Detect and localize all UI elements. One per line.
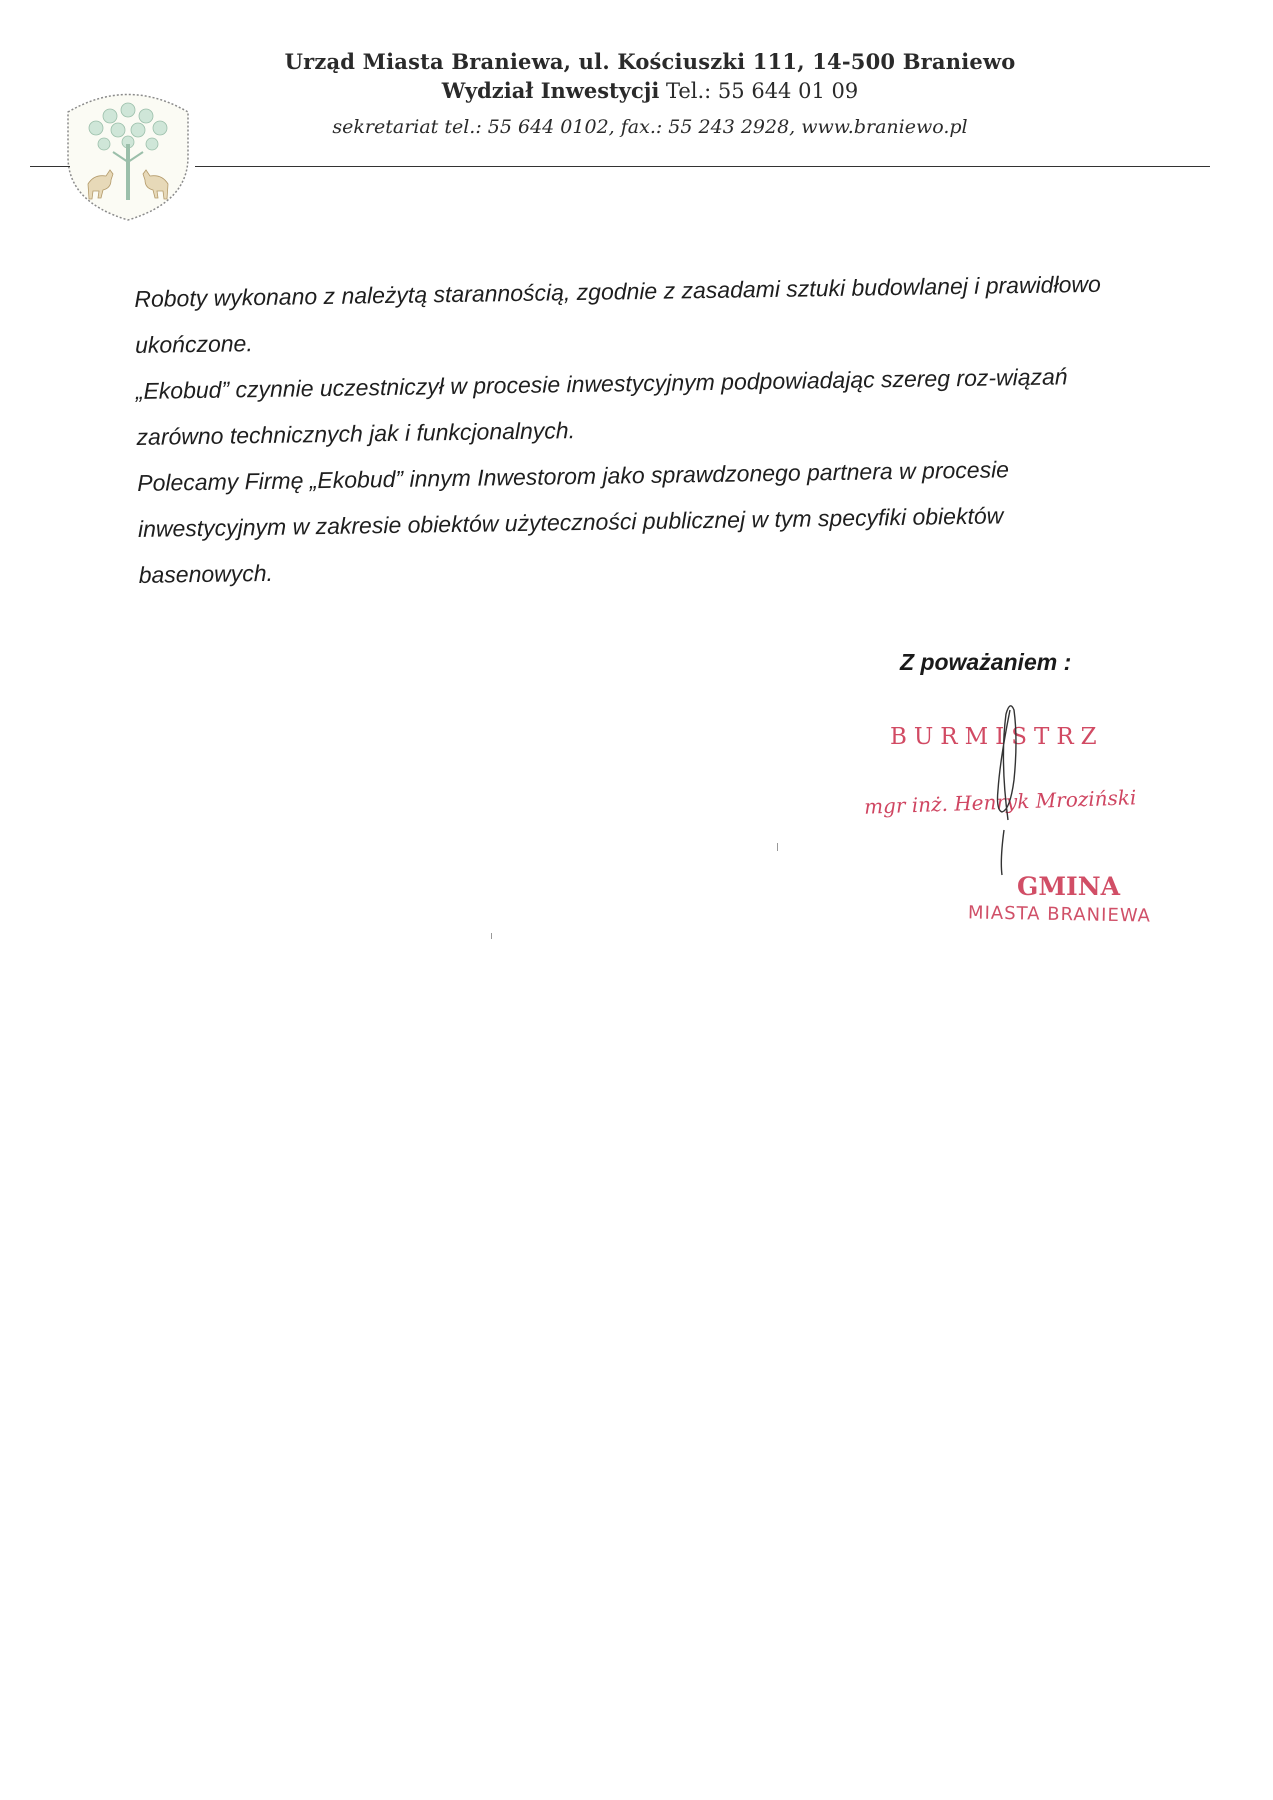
handwritten-signature <box>980 700 1060 880</box>
department-phone: Tel.: 55 644 01 09 <box>659 79 859 103</box>
letterhead-address: Urząd Miasta Braniewa, ul. Kościuszki 111, 14-500 Braniewo <box>284 49 1016 74</box>
scan-speck <box>777 843 778 851</box>
scan-speck <box>491 933 492 939</box>
braniewo-coat-of-arms-icon <box>58 82 198 222</box>
stamp-gmina: GMINA <box>1017 872 1120 901</box>
body-paragraph-2: „Ekobud” czynnie uczestniczył w procesie inwestycyjnym podpowiadając szereg roz-wiązań zarówno technicznych jak i funkcjonalnych. <box>135 363 1068 450</box>
stamp-miasta: MIASTA BRANIEWA <box>967 902 1152 927</box>
letterhead <box>220 48 1080 148</box>
closing-salutation: Z poważaniem : <box>900 649 1072 675</box>
letter-body <box>134 261 1119 598</box>
letterhead-contacts: sekretariat tel.: 55 644 0102, fax.: 55 243 2928, www.braniewo.pl <box>332 116 968 138</box>
header-rule-left <box>30 166 70 167</box>
body-paragraph-1: Roboty wykonano z należytą starannością, zgodnie z zasadami sztuki budowlanej i prawidłowo ukończone. <box>134 270 1101 358</box>
stamp-name: mgr inż. Henryk Mroziński <box>863 785 1137 819</box>
header-rule <box>195 166 1210 167</box>
letterhead-department <box>220 76 1080 106</box>
department-name: Wydział Inwestycji <box>441 78 660 103</box>
body-paragraph-3: Polecamy Firmę „Ekobud” innym Inwestorom jako sprawdzonego partnera w procesie inwestycyjnym w zakresie obiektów użyteczności publicznej w tym specyfiki obiektów basenowych. <box>137 456 1010 588</box>
stamp-title: BURMISTRZ <box>890 724 1104 750</box>
